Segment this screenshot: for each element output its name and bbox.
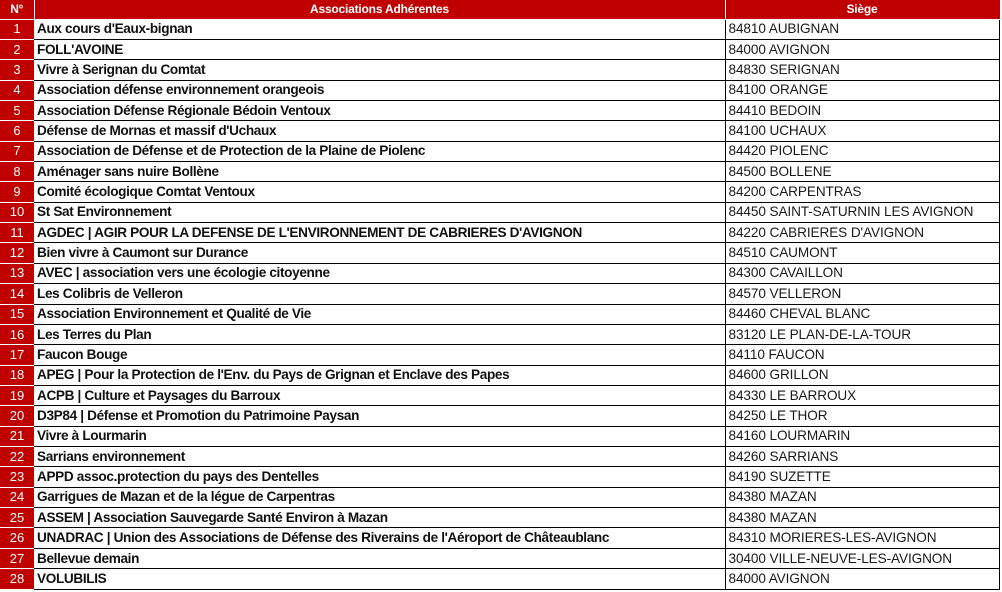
- table-row: [0, 487, 999, 507]
- table-row: [0, 223, 999, 243]
- header-row: [0, 0, 999, 19]
- seat-cell[interactable]: 84110 FAUCON: [725, 345, 999, 365]
- row-number-cell[interactable]: 9: [0, 182, 34, 202]
- table-row: [0, 548, 999, 568]
- association-name-cell[interactable]: Les Colibris de Velleron: [34, 284, 725, 304]
- seat-cell[interactable]: 84330 LE BARROUX: [725, 385, 999, 405]
- row-number-cell[interactable]: 21: [0, 426, 34, 446]
- association-name-cell[interactable]: Sarrians environnement: [34, 447, 725, 467]
- row-number-cell[interactable]: 24: [0, 487, 34, 507]
- seat-cell[interactable]: 84600 GRILLON: [725, 365, 999, 385]
- seat-cell[interactable]: 84300 CAVAILLON: [725, 263, 999, 283]
- seat-cell[interactable]: 84380 MAZAN: [725, 508, 999, 528]
- seat-cell[interactable]: 30400 VILLE-NEUVE-LES-AVIGNON: [725, 548, 999, 568]
- seat-cell[interactable]: 84410 BEDOIN: [725, 100, 999, 120]
- row-number-cell[interactable]: 17: [0, 345, 34, 365]
- row-number-cell[interactable]: 1: [0, 19, 34, 39]
- row-number-cell[interactable]: 10: [0, 202, 34, 222]
- seat-cell[interactable]: 84200 CARPENTRAS: [725, 182, 999, 202]
- association-name-cell[interactable]: AVEC | association vers une écologie citoyenne: [34, 263, 725, 283]
- row-number-cell[interactable]: 7: [0, 141, 34, 161]
- association-name-cell[interactable]: VOLUBILIS: [34, 569, 725, 589]
- table-row: [0, 467, 999, 487]
- association-name-cell[interactable]: Aux cours d'Eaux-bignan: [34, 19, 725, 39]
- association-name-cell[interactable]: Faucon Bouge: [34, 345, 725, 365]
- seat-cell[interactable]: 84830 SERIGNAN: [725, 60, 999, 80]
- row-number-cell[interactable]: 15: [0, 304, 34, 324]
- table-body: [0, 19, 999, 589]
- row-number-cell[interactable]: 13: [0, 263, 34, 283]
- seat-cell[interactable]: 84450 SAINT-SATURNIN LES AVIGNON: [725, 202, 999, 222]
- row-number-cell[interactable]: 2: [0, 39, 34, 59]
- row-number-cell[interactable]: 4: [0, 80, 34, 100]
- seat-cell[interactable]: 84000 AVIGNON: [725, 569, 999, 589]
- association-name-cell[interactable]: Association de Défense et de Protection de la Plaine de Piolenc: [34, 141, 725, 161]
- seat-cell[interactable]: 84420 PIOLENC: [725, 141, 999, 161]
- association-name-cell[interactable]: Association Défense Régionale Bédoin Ventoux: [34, 100, 725, 120]
- association-name-cell[interactable]: ASSEM | Association Sauvegarde Santé Environ à Mazan: [34, 508, 725, 528]
- row-number-cell[interactable]: 3: [0, 60, 34, 80]
- association-name-cell[interactable]: Vivre à Lourmarin: [34, 426, 725, 446]
- header-seat[interactable]: Siège: [725, 0, 999, 19]
- association-name-cell[interactable]: Comité écologique Comtat Ventoux: [34, 182, 725, 202]
- seat-cell[interactable]: 83120 LE PLAN-DE-LA-TOUR: [725, 324, 999, 344]
- table-row: [0, 406, 999, 426]
- table-row: [0, 426, 999, 446]
- table-row: [0, 385, 999, 405]
- association-name-cell[interactable]: D3P84 | Défense et Promotion du Patrimoine Paysan: [34, 406, 725, 426]
- table-row: [0, 19, 999, 39]
- table-row: [0, 508, 999, 528]
- seat-cell[interactable]: 84260 SARRIANS: [725, 447, 999, 467]
- association-name-cell[interactable]: Les Terres du Plan: [34, 324, 725, 344]
- table-row: [0, 324, 999, 344]
- association-name-cell[interactable]: Association défense environnement orangeois: [34, 80, 725, 100]
- association-name-cell[interactable]: Association Environnement et Qualité de Vie: [34, 304, 725, 324]
- table-row: [0, 141, 999, 161]
- table-row: [0, 528, 999, 548]
- table-row: [0, 121, 999, 141]
- table-row: [0, 569, 999, 589]
- row-number-cell[interactable]: 16: [0, 324, 34, 344]
- row-number-cell[interactable]: 12: [0, 243, 34, 263]
- seat-cell[interactable]: 84190 SUZETTE: [725, 467, 999, 487]
- association-name-cell[interactable]: Bellevue demain: [34, 548, 725, 568]
- table-row: [0, 182, 999, 202]
- seat-cell[interactable]: 84100 ORANGE: [725, 80, 999, 100]
- header-number[interactable]: N°: [0, 0, 34, 19]
- association-name-cell[interactable]: FOLL'AVOINE: [34, 39, 725, 59]
- seat-cell[interactable]: 84310 MORIERES-LES-AVIGNON: [725, 528, 999, 548]
- row-number-cell[interactable]: 11: [0, 223, 34, 243]
- table-row: [0, 263, 999, 283]
- seat-cell[interactable]: 84160 LOURMARIN: [725, 426, 999, 446]
- seat-cell[interactable]: 84810 AUBIGNAN: [725, 19, 999, 39]
- seat-cell[interactable]: 84570 VELLERON: [725, 284, 999, 304]
- association-name-cell[interactable]: Aménager sans nuire Bollène: [34, 162, 725, 182]
- table-row: [0, 284, 999, 304]
- association-name-cell[interactable]: Vivre à Serignan du Comtat: [34, 60, 725, 80]
- header-association[interactable]: Associations Adhérentes: [34, 0, 725, 19]
- seat-cell[interactable]: 84000 AVIGNON: [725, 39, 999, 59]
- row-number-cell[interactable]: 23: [0, 467, 34, 487]
- row-number-cell[interactable]: 8: [0, 162, 34, 182]
- seat-cell[interactable]: 84220 CABRIERES D'AVIGNON: [725, 223, 999, 243]
- table-row: [0, 304, 999, 324]
- association-name-cell[interactable]: APEG | Pour la Protection de l'Env. du Pays de Grignan et Enclave des Papes: [34, 365, 725, 385]
- table-row: [0, 243, 999, 263]
- table-row: [0, 100, 999, 120]
- row-number-cell[interactable]: 5: [0, 100, 34, 120]
- row-number-cell[interactable]: 25: [0, 508, 34, 528]
- table-row: [0, 345, 999, 365]
- table-row: [0, 60, 999, 80]
- table-row: [0, 39, 999, 59]
- row-number-cell[interactable]: 22: [0, 447, 34, 467]
- association-name-cell[interactable]: UNADRAC | Union des Associations de Défense des Riverains de l'Aéroport de Châteaublanc: [34, 528, 725, 548]
- row-number-cell[interactable]: 18: [0, 365, 34, 385]
- association-name-cell[interactable]: St Sat Environnement: [34, 202, 725, 222]
- seat-cell[interactable]: 84100 UCHAUX: [725, 121, 999, 141]
- row-number-cell[interactable]: 27: [0, 548, 34, 568]
- seat-cell[interactable]: 84460 CHEVAL BLANC: [725, 304, 999, 324]
- table-row: [0, 162, 999, 182]
- association-name-cell[interactable]: ACPB | Culture et Paysages du Barroux: [34, 385, 725, 405]
- association-name-cell[interactable]: APPD assoc.protection du pays des Dentelles: [34, 467, 725, 487]
- row-number-cell[interactable]: 20: [0, 406, 34, 426]
- row-number-cell[interactable]: 28: [0, 569, 34, 589]
- row-number-cell[interactable]: 6: [0, 121, 34, 141]
- seat-cell[interactable]: 84250 LE THOR: [725, 406, 999, 426]
- table-row: [0, 447, 999, 467]
- seat-cell[interactable]: 84510 CAUMONT: [725, 243, 999, 263]
- association-name-cell[interactable]: Bien vivre à Caumont sur Durance: [34, 243, 725, 263]
- table-row: [0, 80, 999, 100]
- association-name-cell[interactable]: AGDEC | AGIR POUR LA DEFENSE DE L'ENVIRONNEMENT DE CABRIERES D'AVIGNON: [34, 223, 725, 243]
- row-number-cell[interactable]: 26: [0, 528, 34, 548]
- table-row: [0, 365, 999, 385]
- row-number-cell[interactable]: 19: [0, 385, 34, 405]
- association-name-cell[interactable]: Garrigues de Mazan et de la légue de Carpentras: [34, 487, 725, 507]
- row-number-cell[interactable]: 14: [0, 284, 34, 304]
- table-row: [0, 202, 999, 222]
- association-name-cell[interactable]: Défense de Mornas et massif d'Uchaux: [34, 121, 725, 141]
- seat-cell[interactable]: 84380 MAZAN: [725, 487, 999, 507]
- seat-cell[interactable]: 84500 BOLLENE: [725, 162, 999, 182]
